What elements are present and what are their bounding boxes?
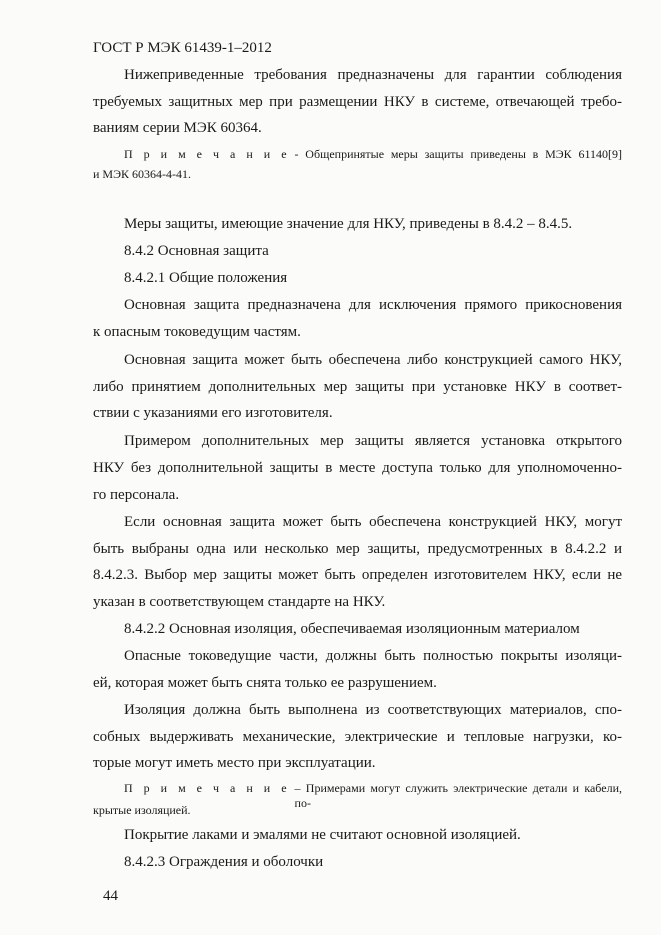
para-4-line-4: указан в соответствующем стандарте на НКУ. [93,594,386,610]
note-2-line-1 [124,781,622,811]
note-1-line-1 [124,147,622,162]
para-6-line-3: торые могут иметь место при эксплуатации. [93,755,376,771]
para-1-line-2: к опасным токоведущим частям. [93,324,301,340]
para-3-line-2: НКУ без дополнительной защиты в месте доступа только для уполномоченно- [93,460,622,476]
intro-line-2: требуемых защитных мер при размещении НКУ в системе, отвечающей требо- [93,94,622,110]
para-4-line-3: 8.4.2.3. Выбор мер защиты может быть определен изготовителем НКУ, если не [93,567,622,583]
para-5-line-1: Опасные токоведущие части, должны быть полностью покрыты изоляци- [124,648,622,664]
measures-line: Меры защиты, имеющие значение для НКУ, приведены в 8.4.2 – 8.4.5. [124,216,573,232]
para-3-line-3: го персонала. [93,487,180,503]
para-2-line-2: либо принятием дополнительных мер защиты при установке НКУ в соответ- [93,379,622,395]
intro-line-1: Нижеприведенные требования предназначены для гарантии соблюдения [124,67,622,83]
note-2-text: – Примерами могут служить электрические детали и кабели, по- [294,781,622,810]
para-2-line-3: ствии с указаниями его изготовителя. [93,405,333,421]
para-1-line-1: Основная защита предназначена для исключения прямого прикосновения [124,297,622,313]
note-2-label: П р и м е ч а н и е [124,781,291,795]
note-1-line-2: и МЭК 60364-4-41. [93,167,192,181]
document-number: ГОСТ Р МЭК 61439-1–2012 [93,40,272,56]
note-2-line-2: крытые изоляцией. [93,803,191,817]
heading-8-4-2-3: 8.4.2.3 Ограждения и оболочки [124,854,324,870]
para-4-line-1: Если основная защита может быть обеспечена конструкцией НКУ, могут [124,514,622,530]
intro-line-3: ваниям серии МЭК 60364. [93,120,262,136]
para-7-line: Покрытие лаками и эмалями не считают основной изоляцией. [124,827,521,843]
para-2-line-1: Основная защита может быть обеспечена либо конструкцией самого НКУ, [124,352,622,368]
page-number: 44 [103,888,118,904]
note-1-text: - Общепринятые меры защиты приведены в МЭК 61140[9] [294,147,622,161]
para-3-line-1: Примером дополнительных мер защиты является установка открытого [124,433,622,449]
para-6-line-2: собных выдерживать механические, электрические и тепловые нагрузки, ко- [93,729,622,745]
heading-8-4-2-1: 8.4.2.1 Общие положения [124,270,288,286]
para-4-line-2: быть выбраны одна или несколько мер защиты, предусмотренных в 8.4.2.2 и [93,541,622,557]
heading-8-4-2-2: 8.4.2.2 Основная изоляция, обеспечиваемая изоляционным материалом [124,621,580,637]
para-6-line-1: Изоляция должна быть выполнена из соответствующих материалов, спо- [124,702,622,718]
note-1-label: П р и м е ч а н и е [124,147,291,161]
heading-8-4-2: 8.4.2 Основная защита [124,243,269,259]
para-5-line-2: ей, которая может быть снята только ее разрушением. [93,675,437,691]
